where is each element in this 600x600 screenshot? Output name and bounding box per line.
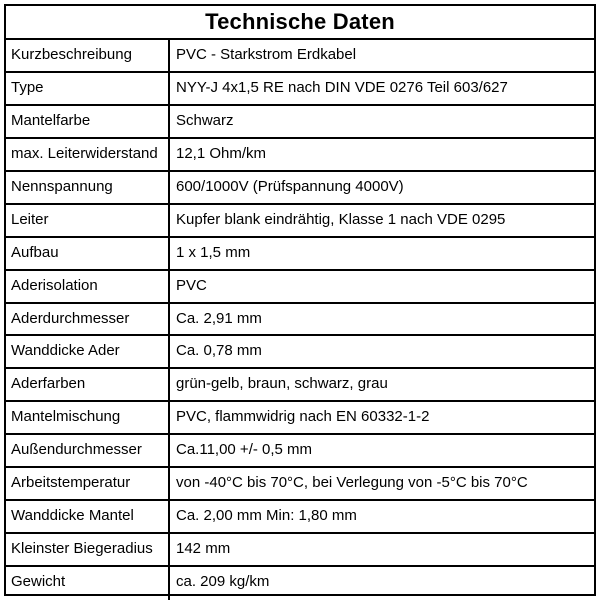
- table-row: [6, 567, 594, 600]
- row-label: Kurzbeschreibung: [6, 40, 170, 71]
- row-value: von -40°C bis 70°C, bei Verlegung von -5°C bis 70°C: [176, 474, 528, 492]
- technical-data-table: [4, 4, 596, 596]
- row-label: Mantelmischung: [6, 402, 170, 433]
- table-row: [6, 402, 594, 435]
- row-value: PVC - Starkstrom Erdkabel: [176, 46, 357, 63]
- row-value: Kupfer blank eindrähtig, Klasse 1 nach VDE 0295: [176, 210, 506, 228]
- row-label: Leiter: [6, 205, 170, 236]
- row-label: Nennspannung: [6, 172, 170, 203]
- row-value: NYY-J 4x1,5 RE nach DIN VDE 0276 Teil 603/627: [176, 78, 508, 96]
- table-row: [6, 172, 594, 205]
- row-label: Aufbau: [6, 238, 170, 269]
- row-label: Aderdurchmesser: [6, 304, 170, 335]
- row-value: Ca. 2,91 mm: [176, 309, 262, 327]
- table-body: [6, 40, 594, 600]
- row-value: ca. 209 kg/km: [176, 573, 270, 590]
- table-row: [6, 369, 594, 402]
- table-row: [6, 534, 594, 567]
- row-label: Mantelfarbe: [6, 106, 170, 137]
- row-value: 142 mm: [176, 540, 231, 558]
- row-label: Gewicht: [6, 567, 170, 600]
- table-title: Technische Daten: [6, 6, 594, 40]
- row-label: Aderisolation: [6, 271, 170, 302]
- table-row: [6, 40, 594, 73]
- table-row: [6, 435, 594, 468]
- row-value: Ca. 2,00 mm Min: 1,80 mm: [176, 507, 357, 525]
- table-row: [6, 271, 594, 304]
- row-label: Arbeitstemperatur: [6, 468, 170, 499]
- table-row: [6, 205, 594, 238]
- row-value: Ca.11,00 +/- 0,5 mm: [176, 441, 313, 459]
- table-row: [6, 106, 594, 139]
- table-row: [6, 238, 594, 271]
- table-row: [6, 468, 594, 501]
- row-label: Kleinster Biegeradius: [6, 534, 170, 565]
- row-value: 12,1 Ohm/km: [176, 144, 267, 162]
- row-value: 600/1000V (Prüfspannung 4000V): [176, 177, 404, 195]
- table-row: [6, 304, 594, 337]
- row-label: Aderfarben: [6, 369, 170, 400]
- row-label: Type: [6, 73, 170, 104]
- row-label: max. Leiterwiderstand: [6, 139, 170, 170]
- row-value: PVC: [176, 276, 207, 294]
- row-label: Außendurchmesser: [6, 435, 170, 466]
- row-value: PVC, flammwidrig nach EN 60332-1-2: [176, 408, 430, 426]
- row-value: 1 x 1,5 mm: [176, 243, 251, 261]
- row-value: Schwarz: [176, 111, 234, 129]
- row-label: Wanddicke Ader: [6, 336, 170, 367]
- row-value: grün-gelb, braun, schwarz, grau: [176, 375, 388, 393]
- row-value: Ca. 0,78 mm: [176, 342, 262, 360]
- table-row: [6, 139, 594, 172]
- table-row: [6, 73, 594, 106]
- table-row: [6, 336, 594, 369]
- row-label: Wanddicke Mantel: [6, 501, 170, 532]
- table-row: [6, 501, 594, 534]
